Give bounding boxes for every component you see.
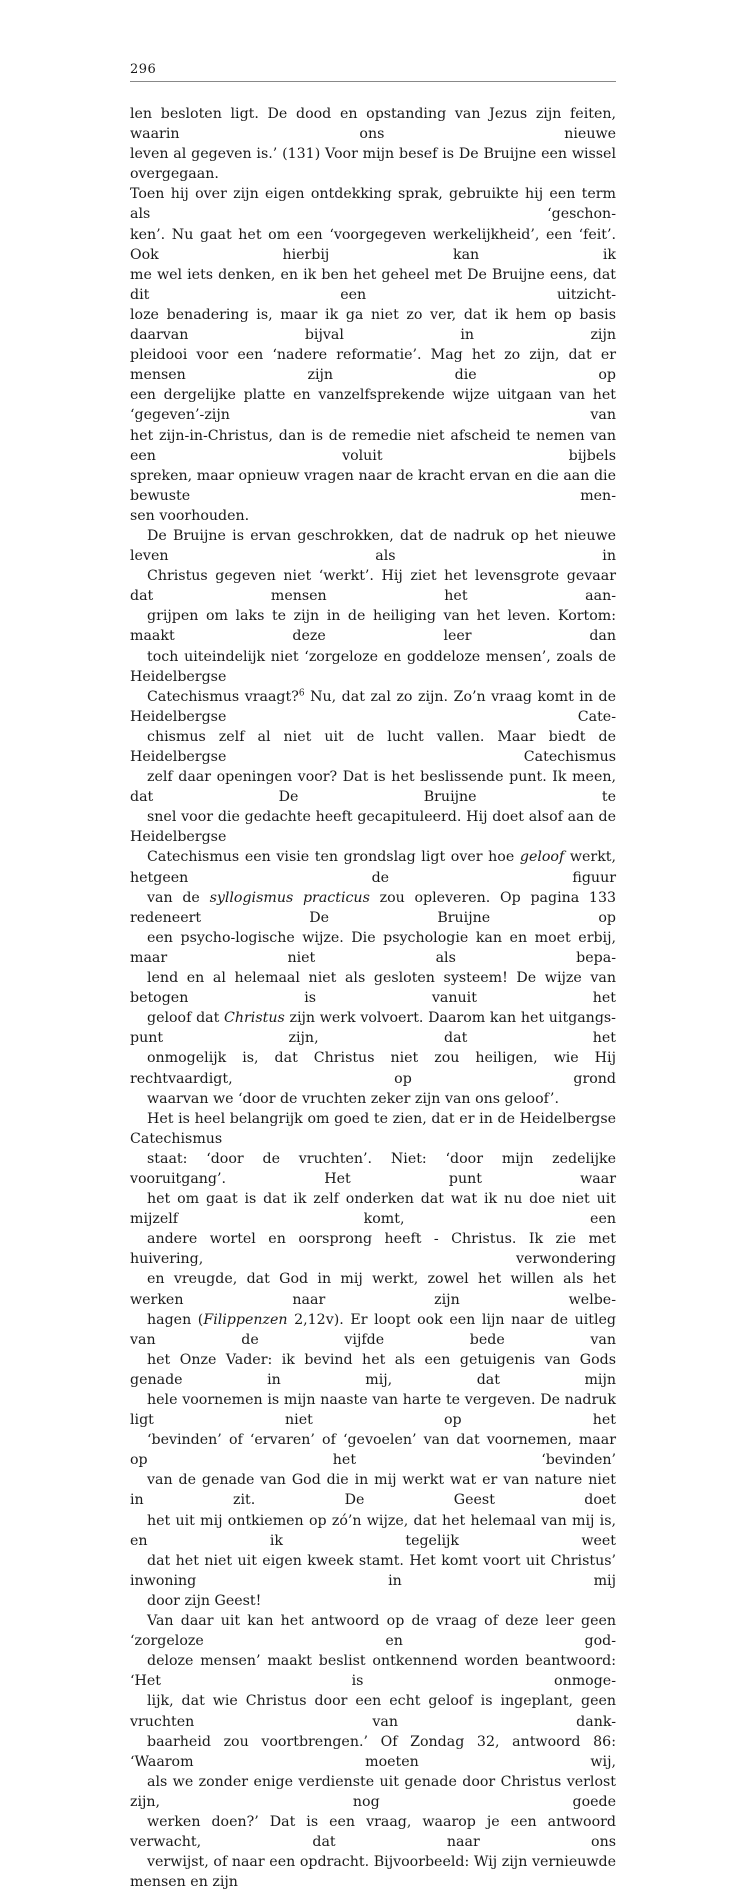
text-line [130, 888, 616, 928]
text-segment: als we zonder enige verdienste uit genade door Christus verlost zijn, nog goede [130, 1773, 616, 1810]
text-line [130, 1310, 616, 1350]
text-segment: hele voornemen is mijn naaste van harte te vergeven. De nadruk ligt niet op het [130, 1392, 616, 1429]
text-line [130, 1591, 616, 1611]
text-segment: waarvan we ‘door de vruchten zeker zijn van ons geloof’. [147, 1090, 559, 1107]
text-line [130, 1189, 616, 1229]
text-segment: werken doen?’ Dat is een vraag, waarop je een antwoord verwacht, dat naar ons [130, 1813, 616, 1851]
text-line [130, 144, 616, 184]
text-segment: Toen hij over zijn eigen ontdekking sprak, gebruikte hij een term als ‘geschon- [130, 186, 616, 223]
text-segment: van de genade van God die in mij werkt wat er van nature niet in zit. De Geest doet [130, 1472, 616, 1509]
text-segment: loze benadering is, maar ik ga niet zo ver, dat ik hem op basis daarvan bijval in zijn [130, 306, 616, 344]
text-line [130, 1390, 616, 1430]
text-line [130, 466, 616, 506]
text-line [130, 305, 616, 345]
text-line [130, 1732, 616, 1772]
text-segment: Van daar uit kan het antwoord op de vraag of deze leer geen ‘zorgeloze en god- [130, 1613, 616, 1650]
text-line [130, 1008, 616, 1048]
text-segment: len besloten ligt. De dood en opstanding van Jezus zijn feiten, waarin ons nieuwe [130, 106, 616, 143]
text-segment: en vreugde, dat God in mij werkt, zowel het willen als het werken naar zijn welbe- [130, 1271, 616, 1308]
text-segment: chismus zelf al niet uit de lucht vallen. Maar biedt de Heidelbergse Catechismus [130, 728, 616, 765]
text-line [130, 767, 616, 807]
text-line [130, 606, 616, 646]
text-line [130, 104, 616, 144]
text-line [130, 647, 616, 687]
text-line [130, 225, 616, 265]
paragraph [130, 1109, 616, 1611]
text-line [130, 1772, 616, 1812]
italic-term: Filippenzen [203, 1311, 288, 1328]
italic-term: geloof [519, 849, 565, 866]
text-segment: door zijn Geest! [147, 1592, 262, 1609]
text-line [130, 506, 616, 526]
footnote-ref: 6 [298, 687, 305, 698]
text-line [130, 1109, 616, 1149]
text-line [130, 265, 616, 305]
text-segment: zijn werk volvoert. Daarom kan het uitgangs-punt zijn, dat het [130, 1010, 616, 1047]
text-line [130, 1350, 616, 1390]
body-text [130, 104, 616, 1892]
text-line [130, 1048, 616, 1088]
text-segment: deloze mensen’ maakt beslist ontkennend worden beantwoord: ‘Het is onmoge- [130, 1653, 616, 1690]
text-line [130, 928, 616, 968]
text-line [130, 1229, 616, 1269]
text-line [130, 807, 616, 847]
text-segment: het uit mij ontkiemen op zó’n wijze, dat het helemaal van mij is, en ik tegelijk weet [130, 1512, 616, 1549]
text-segment: baarheid zou voortbrengen.’ Of Zondag 32, antwoord 86: ‘Waarom moeten wij, [130, 1733, 616, 1770]
text-line [130, 345, 616, 385]
text-segment: het zijn-in-Christus, dan is de remedie niet afscheid te nemen van een voluit bijbels [130, 427, 616, 464]
text-segment: Catechismus een visie ten grondslag ligt over hoe [147, 849, 520, 866]
paragraph [130, 1611, 616, 1892]
text-line [130, 1269, 616, 1309]
text-line [130, 1511, 616, 1551]
text-line [130, 1812, 616, 1852]
text-line [130, 1691, 616, 1731]
text-segment: lijk, dat wie Christus door een echt geloof is ingeplant, geen vruchten van dank- [130, 1693, 616, 1730]
text-line [130, 526, 616, 566]
text-segment: Catechismus vraagt? [147, 688, 299, 705]
text-line [130, 1430, 616, 1470]
text-segment: staat: ‘door de vruchten’. Niet: ‘door mijn zedelijke vooruitgang’. Het punt waar [130, 1150, 616, 1187]
paragraph [130, 526, 616, 1109]
text-segment: 2,12v). Er loopt ook een lijn naar de uitleg van de vijfde bede van [130, 1311, 616, 1348]
text-segment: dat het niet uit eigen kweek stamt. Het komt voort uit Christus’ inwoning in mij [130, 1552, 616, 1589]
text-segment: een dergelijke platte en vanzelfsprekende wijze uitgaan van het ‘gegeven’-zijn van [130, 387, 616, 424]
text-line [130, 1470, 616, 1510]
text-segment: zelf daar openingen voor? Dat is het beslissende punt. Ik meen, dat De Bruijne te [130, 769, 616, 806]
text-segment: verwijst, of naar een opdracht. Bijvoorbeeld: Wij zijn vernieuwde mensen en zijn [130, 1854, 616, 1891]
text-line [130, 1611, 616, 1651]
text-line [130, 1551, 616, 1591]
text-segment: andere wortel en oorsprong heeft - Christus. Ik zie met huivering, verwondering [130, 1231, 616, 1268]
text-segment: Nu, dat zal zo zijn. Zo’n vraag komt in de Heidelbergse Cate- [130, 688, 616, 725]
text-segment: het om gaat is dat ik zelf onderken dat wat ik nu doe niet uit mijzelf komt, een [130, 1191, 616, 1228]
text-line [130, 1852, 616, 1892]
text-segment: lend en al helemaal niet als gesloten systeem! De wijze van betogen is vanuit het [130, 970, 616, 1007]
text-segment: geloof dat [147, 1010, 225, 1027]
text-line [130, 847, 616, 887]
text-line [130, 184, 616, 224]
text-segment: onmogelijk is, dat Christus niet zou heiligen, wie Hij rechtvaardigt, op grond [130, 1050, 616, 1087]
text-line [130, 1149, 616, 1189]
text-segment: zou opleveren. Op pagina 133 redeneert De Bruijne op [130, 889, 617, 926]
text-segment: pleidooi voor een ‘nadere reformatie’. Mag het zo zijn, dat er mensen zijn die op [130, 347, 616, 384]
text-segment: spreken, maar opnieuw vragen naar de kracht ervan en die aan die bewuste men- [130, 467, 616, 504]
text-segment: hagen ( [147, 1311, 204, 1328]
page-number: 296 [130, 62, 157, 77]
text-segment: sen voorhouden. [130, 507, 250, 524]
italic-term: syllogismus practicus [209, 889, 370, 906]
text-segment: ‘bevinden’ of ‘ervaren’ of ‘gevoelen’ van dat voornemen, maar op het ‘bevinden’ [130, 1432, 616, 1469]
text-segment: me wel iets denken, en ik ben het geheel met De Bruijne eens, dat dit een uitzicht- [130, 266, 616, 303]
text-segment: Het is heel belangrijk om goed te zien, dat er in de Heidelbergse Catechismus [130, 1110, 616, 1147]
text-line [130, 1089, 616, 1109]
text-line [130, 426, 616, 466]
text-segment: toch uiteindelijk niet ‘zorgeloze en goddeloze mensen’, zoals de Heidelbergse [130, 648, 616, 685]
header-rule [130, 81, 616, 82]
text-segment: grijpen om laks te zijn in de heiliging van het leven. Kortom: maakt deze leer dan [130, 608, 616, 645]
text-segment: een psycho-logische wijze. Die psychologie kan en moet erbij, maar niet als bepa- [130, 929, 616, 966]
text-line [130, 566, 616, 606]
text-segment: van de [147, 889, 210, 906]
text-segment: ken’. Nu gaat het om een ‘voorgegeven werkelijkheid’, een ‘feit’. Ook hierbij kan ik [130, 226, 616, 263]
text-line [130, 385, 616, 425]
text-line [130, 727, 616, 767]
text-line [130, 687, 616, 727]
italic-term: Christus [224, 1010, 285, 1027]
text-segment: werkt, hetgeen de figuur [130, 849, 617, 886]
text-segment: het Onze Vader: ik bevind het als een getuigenis van Gods genade in mij, dat mijn [130, 1351, 616, 1388]
text-segment: Christus gegeven niet ‘werkt’. Hij ziet het levensgrote gevaar dat mensen het aan- [130, 568, 616, 605]
text-line [130, 1651, 616, 1691]
text-line [130, 968, 616, 1008]
text-segment: snel voor die gedachte heeft gecapituleerd. Hij doet alsof aan de Heidelbergse [130, 809, 616, 846]
text-segment: De Bruijne is ervan geschrokken, dat de nadruk op het nieuwe leven als in [130, 527, 616, 565]
text-segment: leven al gegeven is.’ (131) Voor mijn besef is De Bruijne een wissel overgegaan. [130, 146, 616, 183]
paragraph [130, 104, 616, 526]
